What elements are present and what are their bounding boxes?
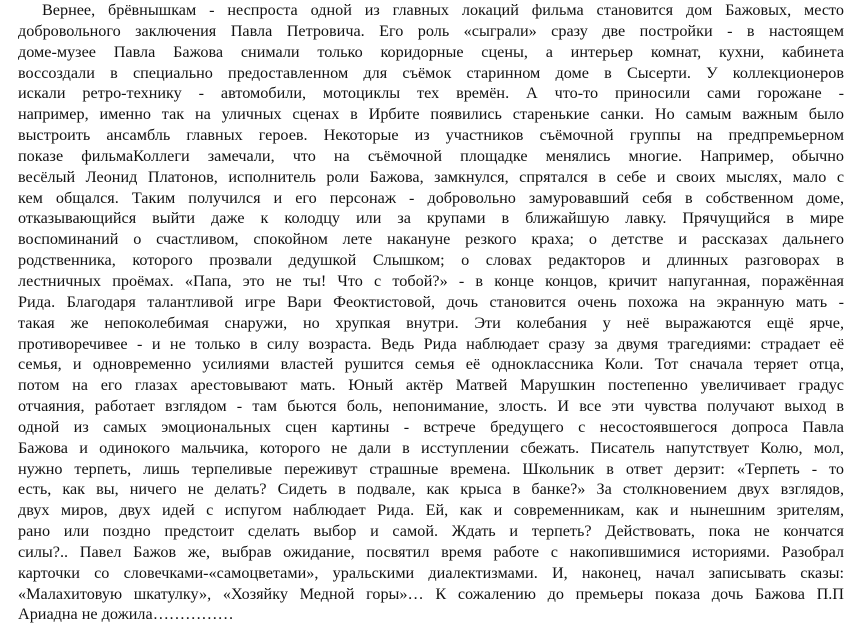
text-line: отчаяния, работает взглядом - там бьются боль, непонимание, злость. И все эти чувства получают выход в	[18, 397, 844, 416]
text-line: выстроить ансамбль главных героев. Некоторые из участников съёмочной группы на предпремьерном	[18, 126, 844, 145]
text-line: лестничных проёмах. «Папа, это не ты! Что с тобой?» - в конце концов, кричит напуганная, поражённая	[18, 271, 844, 290]
text-line: воссоздали в специально предоставленном для съёмок старинном доме в Сысерти. У коллекционеров	[18, 63, 844, 82]
text-line: потом на его глазах арестовывают мать. Юный актёр Матвей Марушкин постепенно увеличивает градус	[18, 376, 844, 395]
text-line: силы?.. Павел Бажов же, выбрав ожидание, посвятил время работе с накопившимися историями. Разобрал	[18, 542, 844, 561]
text-line: противоречивее - и не только в силу возраста. Ведь Рида наблюдает сразу за двумя трагедиями: страдает её	[18, 334, 844, 353]
text-line: Ариадна не дожила……………	[18, 605, 234, 624]
text-line: например, именно так на уличных сценах в Ирбите появились старенькие санки. Но самым важным было	[18, 105, 844, 124]
text-line: Вернее, брёвнышкам - неспроста одной из главных локаций фильма становится дом Бажовых, место	[42, 1, 844, 19]
text-line: кем общался. Таким получился и его персонаж - добровольно замуровавший себя в собственном доме,	[18, 188, 844, 207]
text-line: нужно терпеть, лишь терпеливые переживут страшные времена. Школьник в ответ дерзит: «Терпеть - то	[18, 459, 844, 478]
text-line: доме-музее Павла Бажова снимали только коридорные сцены, а интерьер комнат, кухни, кабинета	[18, 42, 844, 61]
text-line: добровольного заключения Павла Петровича. Его роль «сыграли» сразу две постройки - в настоящем	[18, 21, 844, 40]
text-line: такая же непоколебимая снаружи, но хрупкая внутри. Эти колебания у неё выражаются ещё ярче,	[18, 313, 844, 332]
text-line: двух миров, двух идей с испугом наблюдает Рида. Ей, как и современникам, как и нынешним зрителям,	[18, 501, 844, 520]
text-line: рано или поздно предстоит сделать выбор и самой. Ждать и терпеть? Действовать, пока не кончатся	[18, 522, 844, 541]
text-line: есть, как вы, ничего не делать? Сидеть в подвале, как крыса в банке?» За столкновением двух взглядов,	[18, 480, 844, 499]
text-line: родственника, которого прозвали дедушкой Слышком; о словах редакторов и длинных разговорах в	[18, 251, 844, 270]
text-line: отказывающийся выйти даже к колодцу или за крупами в ближайшую лавку. Прячущийся в мире	[18, 209, 844, 228]
text-line: семья, и одновременно усилиями властей рушится семья её одноклассника Коли. Тот сначала теряет отца,	[18, 355, 844, 374]
text-line: искали ретро-технику - автомобили, мотоциклы тех времён. А что-то приносили сами горожане -	[18, 84, 844, 103]
text-line: показе фильмаКоллеги замечали, что на съёмочной площадке менялись многие. Например, обычно	[18, 146, 844, 165]
text-line: Рида. Благодаря талантливой игре Вари Феоктистовой, дочь становится очень похожа на экранную мать -	[18, 292, 844, 311]
text-line: весёлый Леонид Платонов, исполнитель роли Бажова, замкнулся, спрятался в себе и своих мыслях, мало с	[18, 167, 844, 186]
text-line: Бажова и одинокого мальчика, которого не дали в исступлении сбежать. Писатель напутствует Колю, мол,	[18, 438, 844, 457]
text-line: одной из самых эмоциональных сцен картины - встрече бредущего с несостоявшегося допроса Павла	[18, 417, 844, 436]
text-line: карточки со словечками-«самоцветами», уральскими диалектизмами. И, наконец, начал записывать сказы:	[18, 563, 844, 582]
article-body	[18, 0, 844, 625]
text-line: воспоминаний о счастливом, спокойном лете накануне резкого краха; о детстве и рассказах дальнего	[18, 230, 844, 249]
text-line: «Малахитовую шкатулку», «Хозяйку Медной горы»… К сожалению до премьеры показа дочь Бажова П.П	[18, 584, 844, 603]
